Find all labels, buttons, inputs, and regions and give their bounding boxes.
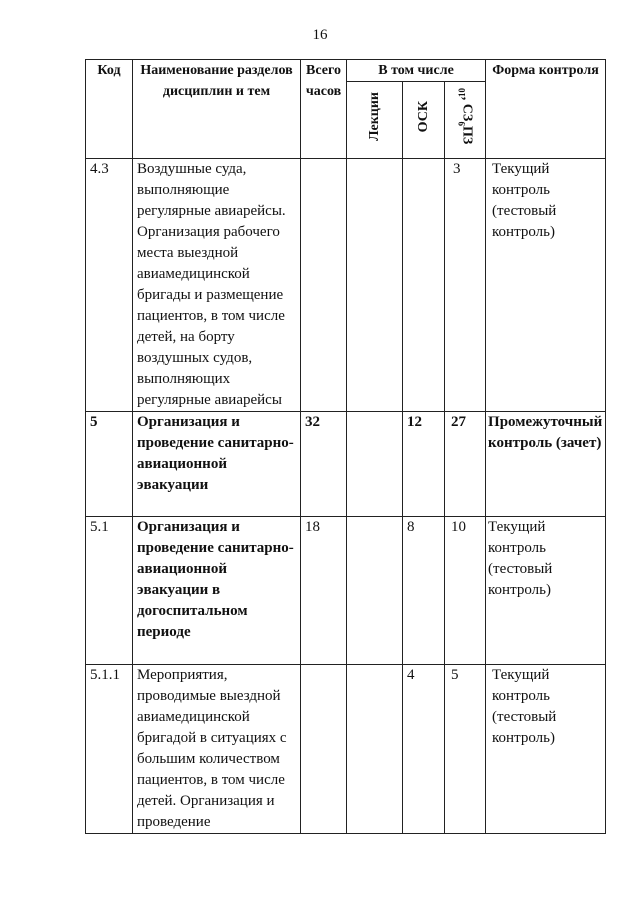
- curriculum-table: [85, 59, 606, 834]
- table-row: [86, 665, 606, 834]
- row-pz: 5: [445, 665, 486, 834]
- header-pz-sz: $ПЗ^9$, СЗ$^{10}$: [445, 82, 486, 159]
- row-total: 18: [301, 517, 347, 665]
- row-form: Текущий контроль (тестовый контроль): [486, 665, 606, 834]
- header-name: Наименование разделов дисциплин и тем: [133, 60, 301, 159]
- row-total: [301, 665, 347, 834]
- row-osk: 4: [403, 665, 445, 834]
- header-total-hours: Всего часов: [301, 60, 347, 159]
- row-lectures: [347, 159, 403, 412]
- row-total: 32: [301, 412, 347, 517]
- row-code: 5.1: [86, 517, 133, 665]
- row-form: Промежуточный контроль (зачет): [486, 412, 606, 517]
- row-pz: 3: [445, 159, 486, 412]
- header-lectures: Лекции: [347, 82, 403, 159]
- row-name: Мероприятия, проводимые выездной авиамедицинской бригадой в ситуациях с большим количеством пациентов, в том числе детей. Организация и проведение: [133, 665, 301, 834]
- row-total: [301, 159, 347, 412]
- row-name: Воздушные суда, выполняющие регулярные авиарейсы. Организация рабочего места выездной авиамедицинской бригады и размещение пациентов, в том числе детей, на борту воздушных судов, выполняющих регулярные авиарейсы: [133, 159, 301, 412]
- row-name: Организация и проведение санитарно-авиационной эвакуации в догоспитальном периоде: [133, 517, 301, 665]
- table-row: [86, 412, 606, 517]
- row-code: 5: [86, 412, 133, 517]
- header-including: В том числе: [347, 60, 486, 82]
- row-pz: 10: [445, 517, 486, 665]
- row-name: Организация и проведение санитарно-авиационной эвакуации: [133, 412, 301, 517]
- row-osk: [403, 159, 445, 412]
- header-osk: ОСК: [403, 82, 445, 159]
- row-osk: 8: [403, 517, 445, 665]
- row-osk: 12: [403, 412, 445, 517]
- table-row: [86, 517, 606, 665]
- row-code: 4.3: [86, 159, 133, 412]
- row-lectures: [347, 517, 403, 665]
- row-lectures: [347, 412, 403, 517]
- header-code: Код: [86, 60, 133, 159]
- header-control-form: Форма контроля: [486, 60, 606, 159]
- row-code: 5.1.1: [86, 665, 133, 834]
- header-row: [86, 60, 606, 82]
- row-pz: 27: [445, 412, 486, 517]
- page-number: 16: [312, 27, 328, 43]
- row-lectures: [347, 665, 403, 834]
- row-form: Текущий контроль (тестовый контроль): [486, 517, 606, 665]
- row-form: Текущий контроль (тестовый контроль): [486, 159, 606, 412]
- table-row: [86, 159, 606, 412]
